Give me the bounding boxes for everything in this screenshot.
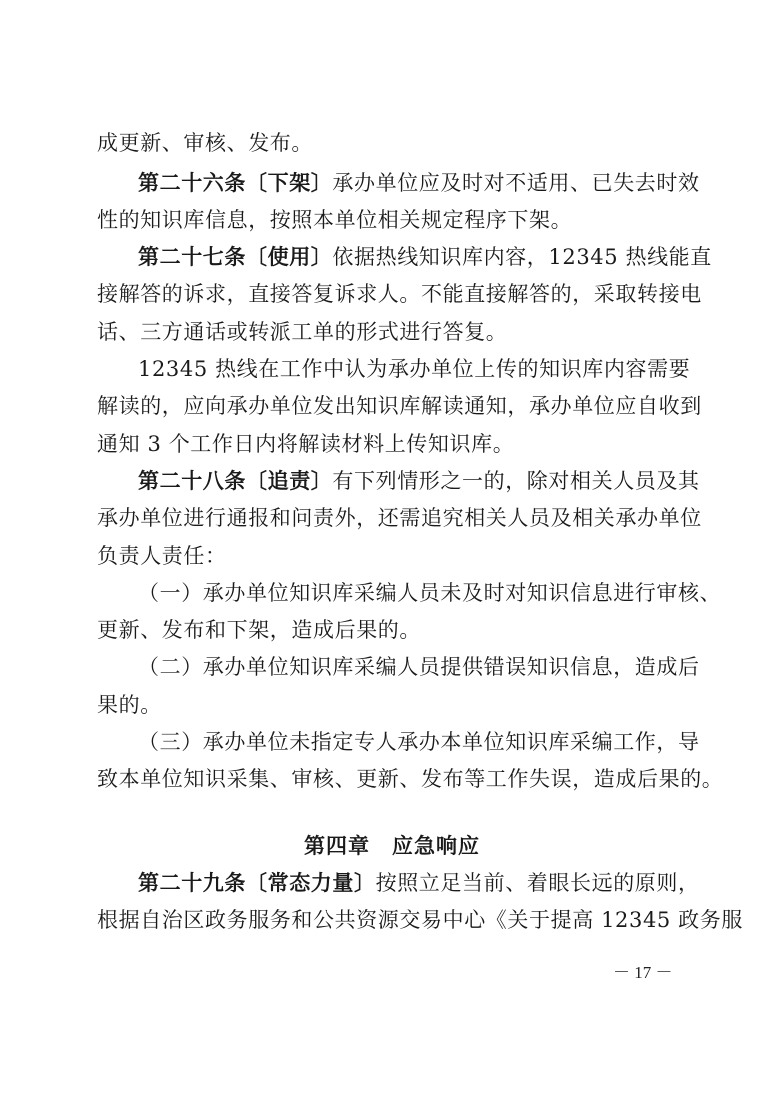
line-text: 性的知识库信息，按照本单位相关规定程序下架。 [97,208,573,232]
article-heading: 第二十六条〔下架〕 [138,171,333,195]
article-heading: 第二十九条〔常态力量〕 [138,871,376,895]
line-text: 按照立足当前、着眼长远的原则， [375,871,700,895]
line-text: 负责人责任： [97,544,227,568]
line-text: 话、三方通话或转派工单的形式进行答复。 [97,320,508,344]
paragraph-line [97,391,702,421]
paragraph-line [97,541,227,571]
line-text: 致本单位知识采集、审核、更新、发布等工作失误，造成后果的。 [97,767,724,791]
line-text: 果的。 [97,693,162,717]
article-heading: 第二十七条〔使用〕 [138,245,333,269]
paragraph-line [97,317,507,347]
paragraph-line [97,690,162,720]
list-item-2 [138,652,700,682]
article-28-line [138,466,700,496]
line-text: 有下列情形之一的，除对相关人员及其 [332,469,700,493]
line-text: 12345 热线在工作中认为承办单位上传的知识库内容需要 [138,357,691,381]
paragraph-line [97,905,743,935]
article-27-line [138,242,712,272]
line-text: 根据自治区政务服务和公共资源交易中心《关于提高 12345 政务服 [97,908,743,932]
article-heading: 第二十八条〔追责〕 [138,469,333,493]
line-text: 承办单位进行通报和问责外，还需追究相关人员及相关承办单位 [97,506,702,530]
line-text: （二）承办单位知识库采编人员提供错误知识信息，造成后 [138,655,700,679]
line-text: 成更新、审核、发布。 [97,131,313,155]
paragraph-line [97,503,702,533]
line-text: 更新、发布和下架，造成后果的。 [97,618,421,642]
page-number: － 17 － [613,963,673,982]
line-text: 依据热线知识库内容，12345 热线能直 [332,245,712,269]
paragraph-line [138,354,690,384]
line-text: 承办单位应及时对不适用、已失去时效 [332,171,700,195]
article-29-line [138,868,700,898]
paragraph-line [97,128,313,158]
paragraph-line [97,615,421,645]
paragraph-line [97,764,723,794]
line-text: （三）承办单位未指定专人承办本单位知识库采编工作，导 [138,730,700,754]
line-text: 接解答的诉求，直接答复诉求人。不能直接解答的，采取转接电 [97,282,702,306]
list-item-3 [138,727,700,757]
line-text: （一）承办单位知识库采编人员未及时对知识信息进行审核、 [138,581,722,605]
paragraph-line [97,279,702,309]
chapter-heading: 第四章 应急响应 [304,834,480,858]
paragraph-line [97,205,572,235]
line-text: 通知 3 个工作日内将解读材料上传知识库。 [97,432,515,456]
article-26-line [138,168,700,198]
list-item-1 [138,578,721,608]
paragraph-line [97,429,514,459]
line-text: 解读的，应向承办单位发出知识库解读通知，承办单位应自收到 [97,394,702,418]
